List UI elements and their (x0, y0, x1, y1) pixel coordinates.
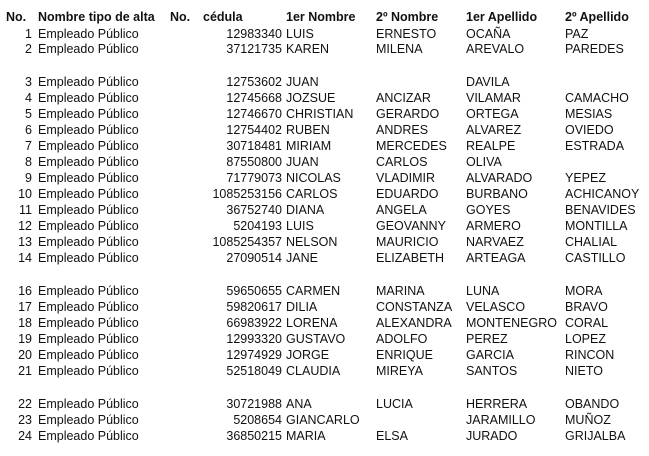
row-primer-nombre: GUSTAVO (286, 332, 346, 346)
row-cedula: 12746670 (226, 107, 282, 121)
row-primer-apellido: VILAMAR (466, 91, 521, 105)
row-primer-apellido: ALVARADO (466, 171, 533, 185)
row-primer-apellido: GARCIA (466, 348, 514, 362)
row-segundo-apellido: PAZ (565, 27, 589, 41)
row-primer-nombre: KAREN (286, 42, 330, 56)
row-primer-nombre: LORENA (286, 316, 338, 330)
row-segundo-apellido: YEPEZ (565, 171, 606, 185)
row-primer-apellido: HERRERA (466, 397, 528, 411)
table-row (0, 218, 649, 234)
row-segundo-apellido: ACHICANOY (565, 187, 640, 201)
row-segundo-apellido: CHALIAL (565, 235, 618, 249)
table-row (0, 202, 649, 218)
row-cedula: 30721988 (226, 397, 282, 411)
row-number: 12 (18, 219, 32, 233)
header-segundo-nombre: 2º Nombre (376, 10, 439, 24)
row-segundo-apellido: LOPEZ (565, 332, 606, 346)
row-tipo-alta: Empleado Público (38, 429, 139, 443)
row-primer-apellido: ARTEAGA (466, 251, 526, 265)
row-tipo-alta: Empleado Público (38, 42, 139, 56)
row-primer-nombre: MARIA (286, 429, 326, 443)
row-cedula: 12983340 (226, 27, 282, 41)
row-cedula: 30718481 (226, 139, 282, 153)
table-row (0, 138, 649, 154)
row-primer-apellido: NARVAEZ (466, 235, 524, 249)
table-row (0, 283, 649, 299)
row-tipo-alta: Empleado Público (38, 91, 139, 105)
row-cedula: 66983922 (226, 316, 282, 330)
row-segundo-apellido: CORAL (565, 316, 609, 330)
row-primer-apellido: VELASCO (466, 300, 526, 314)
row-number: 17 (18, 300, 32, 314)
row-cedula: 5204193 (233, 219, 282, 233)
row-primer-apellido: BURBANO (466, 187, 528, 201)
row-number: 14 (18, 251, 32, 265)
row-number: 21 (18, 364, 32, 378)
row-number: 24 (18, 429, 32, 443)
row-tipo-alta: Empleado Público (38, 155, 139, 169)
row-primer-apellido: AREVALO (466, 42, 525, 56)
row-segundo-apellido: MONTILLA (565, 219, 628, 233)
row-number: 23 (18, 413, 32, 427)
header-primer-nombre: 1er Nombre (286, 10, 356, 24)
row-number: 2 (25, 42, 32, 56)
row-primer-apellido: PEREZ (466, 332, 508, 346)
row-primer-nombre: CHRISTIAN (286, 107, 354, 121)
row-cedula: 37121735 (226, 42, 282, 56)
row-cedula: 5208654 (233, 413, 282, 427)
row-primer-apellido: ALVAREZ (466, 123, 522, 137)
row-cedula: 12754402 (226, 123, 282, 137)
row-segundo-nombre: CONSTANZA (376, 300, 453, 314)
table-row (0, 315, 649, 331)
row-tipo-alta: Empleado Público (38, 187, 139, 201)
row-segundo-apellido: MUÑOZ (565, 413, 611, 427)
header-primer-apellido: 1er Apellido (466, 10, 538, 24)
row-cedula: 12753602 (226, 75, 282, 89)
table-row (0, 90, 649, 106)
table-row (0, 234, 649, 250)
row-number: 6 (25, 123, 32, 137)
row-tipo-alta: Empleado Público (38, 316, 139, 330)
row-primer-apellido: OLIVA (466, 155, 502, 169)
row-segundo-nombre: ANDRES (376, 123, 429, 137)
row-primer-nombre: LUIS (286, 27, 314, 41)
row-tipo-alta: Empleado Público (38, 332, 139, 346)
row-segundo-apellido: BENAVIDES (565, 203, 636, 217)
row-cedula: 36752740 (226, 203, 282, 217)
row-segundo-nombre: ERNESTO (376, 27, 437, 41)
row-primer-nombre: GIANCARLO (286, 413, 360, 427)
row-tipo-alta: Empleado Público (38, 27, 139, 41)
row-number: 5 (25, 107, 32, 121)
row-segundo-apellido: MORA (565, 284, 603, 298)
row-number: 22 (18, 397, 32, 411)
row-segundo-nombre: ANCIZAR (376, 91, 431, 105)
header-segundo-apellido: 2º Apellido (565, 10, 629, 24)
row-segundo-nombre: LUCIA (376, 397, 413, 411)
row-tipo-alta: Empleado Público (38, 139, 139, 153)
row-primer-apellido: JARAMILLO (466, 413, 536, 427)
row-segundo-nombre: GEOVANNY (376, 219, 446, 233)
row-segundo-nombre: MILENA (376, 42, 423, 56)
row-primer-apellido: MONTENEGRO (466, 316, 557, 330)
table-row (0, 170, 649, 186)
row-number: 7 (25, 139, 32, 153)
row-number: 1 (25, 27, 32, 41)
header-no: No. (6, 10, 27, 24)
row-primer-apellido: LUNA (466, 284, 500, 298)
row-primer-apellido: OCAÑA (466, 27, 511, 41)
row-segundo-nombre: MIREYA (376, 364, 423, 378)
row-tipo-alta: Empleado Público (38, 235, 139, 249)
row-tipo-alta: Empleado Público (38, 284, 139, 298)
row-cedula: 71779073 (226, 171, 282, 185)
row-segundo-nombre: MARINA (376, 284, 425, 298)
row-tipo-alta: Empleado Público (38, 219, 139, 233)
row-segundo-apellido: BRAVO (565, 300, 608, 314)
row-number: 11 (19, 203, 32, 217)
table-row (0, 428, 649, 444)
row-number: 20 (18, 348, 32, 362)
row-number: 3 (25, 75, 32, 89)
row-tipo-alta: Empleado Público (38, 397, 139, 411)
row-primer-apellido: ORTEGA (466, 107, 519, 121)
row-primer-nombre: ANA (286, 397, 312, 411)
row-primer-nombre: JORGE (286, 348, 330, 362)
row-segundo-apellido: GRIJALBA (565, 429, 626, 443)
row-cedula: 87550800 (226, 155, 282, 169)
table-row (0, 154, 649, 170)
row-cedula: 59650655 (226, 284, 282, 298)
row-segundo-nombre: VLADIMIR (376, 171, 436, 185)
row-cedula: 27090514 (226, 251, 282, 265)
row-tipo-alta: Empleado Público (38, 107, 139, 121)
row-tipo-alta: Empleado Público (38, 364, 139, 378)
table-row (0, 122, 649, 138)
row-primer-nombre: RUBEN (286, 123, 330, 137)
row-primer-apellido: SANTOS (466, 364, 518, 378)
row-tipo-alta: Empleado Público (38, 123, 139, 137)
row-segundo-nombre: ANGELA (376, 203, 427, 217)
table-row (0, 331, 649, 347)
row-number: 8 (25, 155, 32, 169)
row-primer-apellido: DAVILA (466, 75, 510, 89)
row-primer-nombre: CARLOS (286, 187, 338, 201)
row-cedula: 12745668 (226, 91, 282, 105)
row-segundo-apellido: NIETO (565, 364, 603, 378)
table-row (0, 299, 649, 315)
row-segundo-apellido: MESIAS (565, 107, 613, 121)
row-primer-nombre: CARMEN (286, 284, 341, 298)
row-number: 13 (18, 235, 32, 249)
table-row (0, 26, 649, 42)
row-primer-apellido: REALPE (466, 139, 516, 153)
row-segundo-nombre: ADOLFO (376, 332, 428, 346)
header-cedula: cédula (203, 10, 243, 24)
row-primer-nombre: JOZSUE (286, 91, 336, 105)
row-primer-nombre: JUAN (286, 75, 319, 89)
row-primer-nombre: LUIS (286, 219, 314, 233)
table-row (0, 41, 649, 57)
row-cedula: 52518049 (226, 364, 282, 378)
table-row (0, 106, 649, 122)
row-cedula: 12974929 (226, 348, 282, 362)
table-row (0, 347, 649, 363)
row-number: 16 (18, 284, 32, 298)
table-row (0, 250, 649, 266)
table-row (0, 363, 649, 379)
row-primer-nombre: NELSON (286, 235, 338, 249)
row-segundo-apellido: RINCON (565, 348, 615, 362)
row-segundo-nombre: CARLOS (376, 155, 428, 169)
row-primer-nombre: JANE (286, 251, 318, 265)
row-primer-nombre: NICOLAS (286, 171, 341, 185)
table-row (0, 412, 649, 428)
row-segundo-apellido: CASTILLO (565, 251, 626, 265)
row-primer-nombre: MIRIAM (286, 139, 332, 153)
row-segundo-nombre: ALEXANDRA (376, 316, 452, 330)
row-segundo-nombre: MERCEDES (376, 139, 447, 153)
row-segundo-apellido: CAMACHO (565, 91, 629, 105)
row-cedula: 36850215 (226, 429, 282, 443)
row-segundo-nombre: ENRIQUE (376, 348, 433, 362)
row-cedula: 1085254357 (212, 235, 282, 249)
row-primer-nombre: DIANA (286, 203, 325, 217)
row-cedula: 1085253156 (212, 187, 282, 201)
row-number: 10 (18, 187, 32, 201)
row-tipo-alta: Empleado Público (38, 413, 139, 427)
row-number: 18 (18, 316, 32, 330)
row-primer-nombre: JUAN (286, 155, 319, 169)
table-row (0, 186, 649, 202)
row-segundo-apellido: OVIEDO (565, 123, 614, 137)
row-primer-nombre: DILIA (286, 300, 318, 314)
row-segundo-apellido: PAREDES (565, 42, 624, 56)
header-row (0, 9, 649, 25)
row-segundo-nombre: ELIZABETH (376, 251, 445, 265)
row-number: 4 (25, 91, 32, 105)
row-segundo-apellido: OBANDO (565, 397, 620, 411)
table-row (0, 74, 649, 90)
row-tipo-alta: Empleado Público (38, 251, 139, 265)
header-tipo-alta: Nombre tipo de alta (38, 10, 155, 24)
row-cedula: 59820617 (226, 300, 282, 314)
row-primer-nombre: CLAUDIA (286, 364, 341, 378)
row-number: 19 (18, 332, 32, 346)
row-tipo-alta: Empleado Público (38, 348, 139, 362)
row-segundo-nombre: MAURICIO (376, 235, 439, 249)
row-tipo-alta: Empleado Público (38, 203, 139, 217)
table-row (0, 396, 649, 412)
row-primer-apellido: ARMERO (466, 219, 521, 233)
row-primer-apellido: JURADO (466, 429, 518, 443)
row-tipo-alta: Empleado Público (38, 75, 139, 89)
row-number: 9 (25, 171, 32, 185)
header-no-cedula: No. (170, 10, 191, 24)
row-tipo-alta: Empleado Público (38, 300, 139, 314)
row-tipo-alta: Empleado Público (38, 171, 139, 185)
row-segundo-nombre: GERARDO (376, 107, 440, 121)
row-segundo-nombre: ELSA (376, 429, 408, 443)
row-primer-apellido: GOYES (466, 203, 511, 217)
row-segundo-apellido: ESTRADA (565, 139, 625, 153)
row-segundo-nombre: EDUARDO (376, 187, 439, 201)
row-cedula: 12993320 (226, 332, 282, 346)
